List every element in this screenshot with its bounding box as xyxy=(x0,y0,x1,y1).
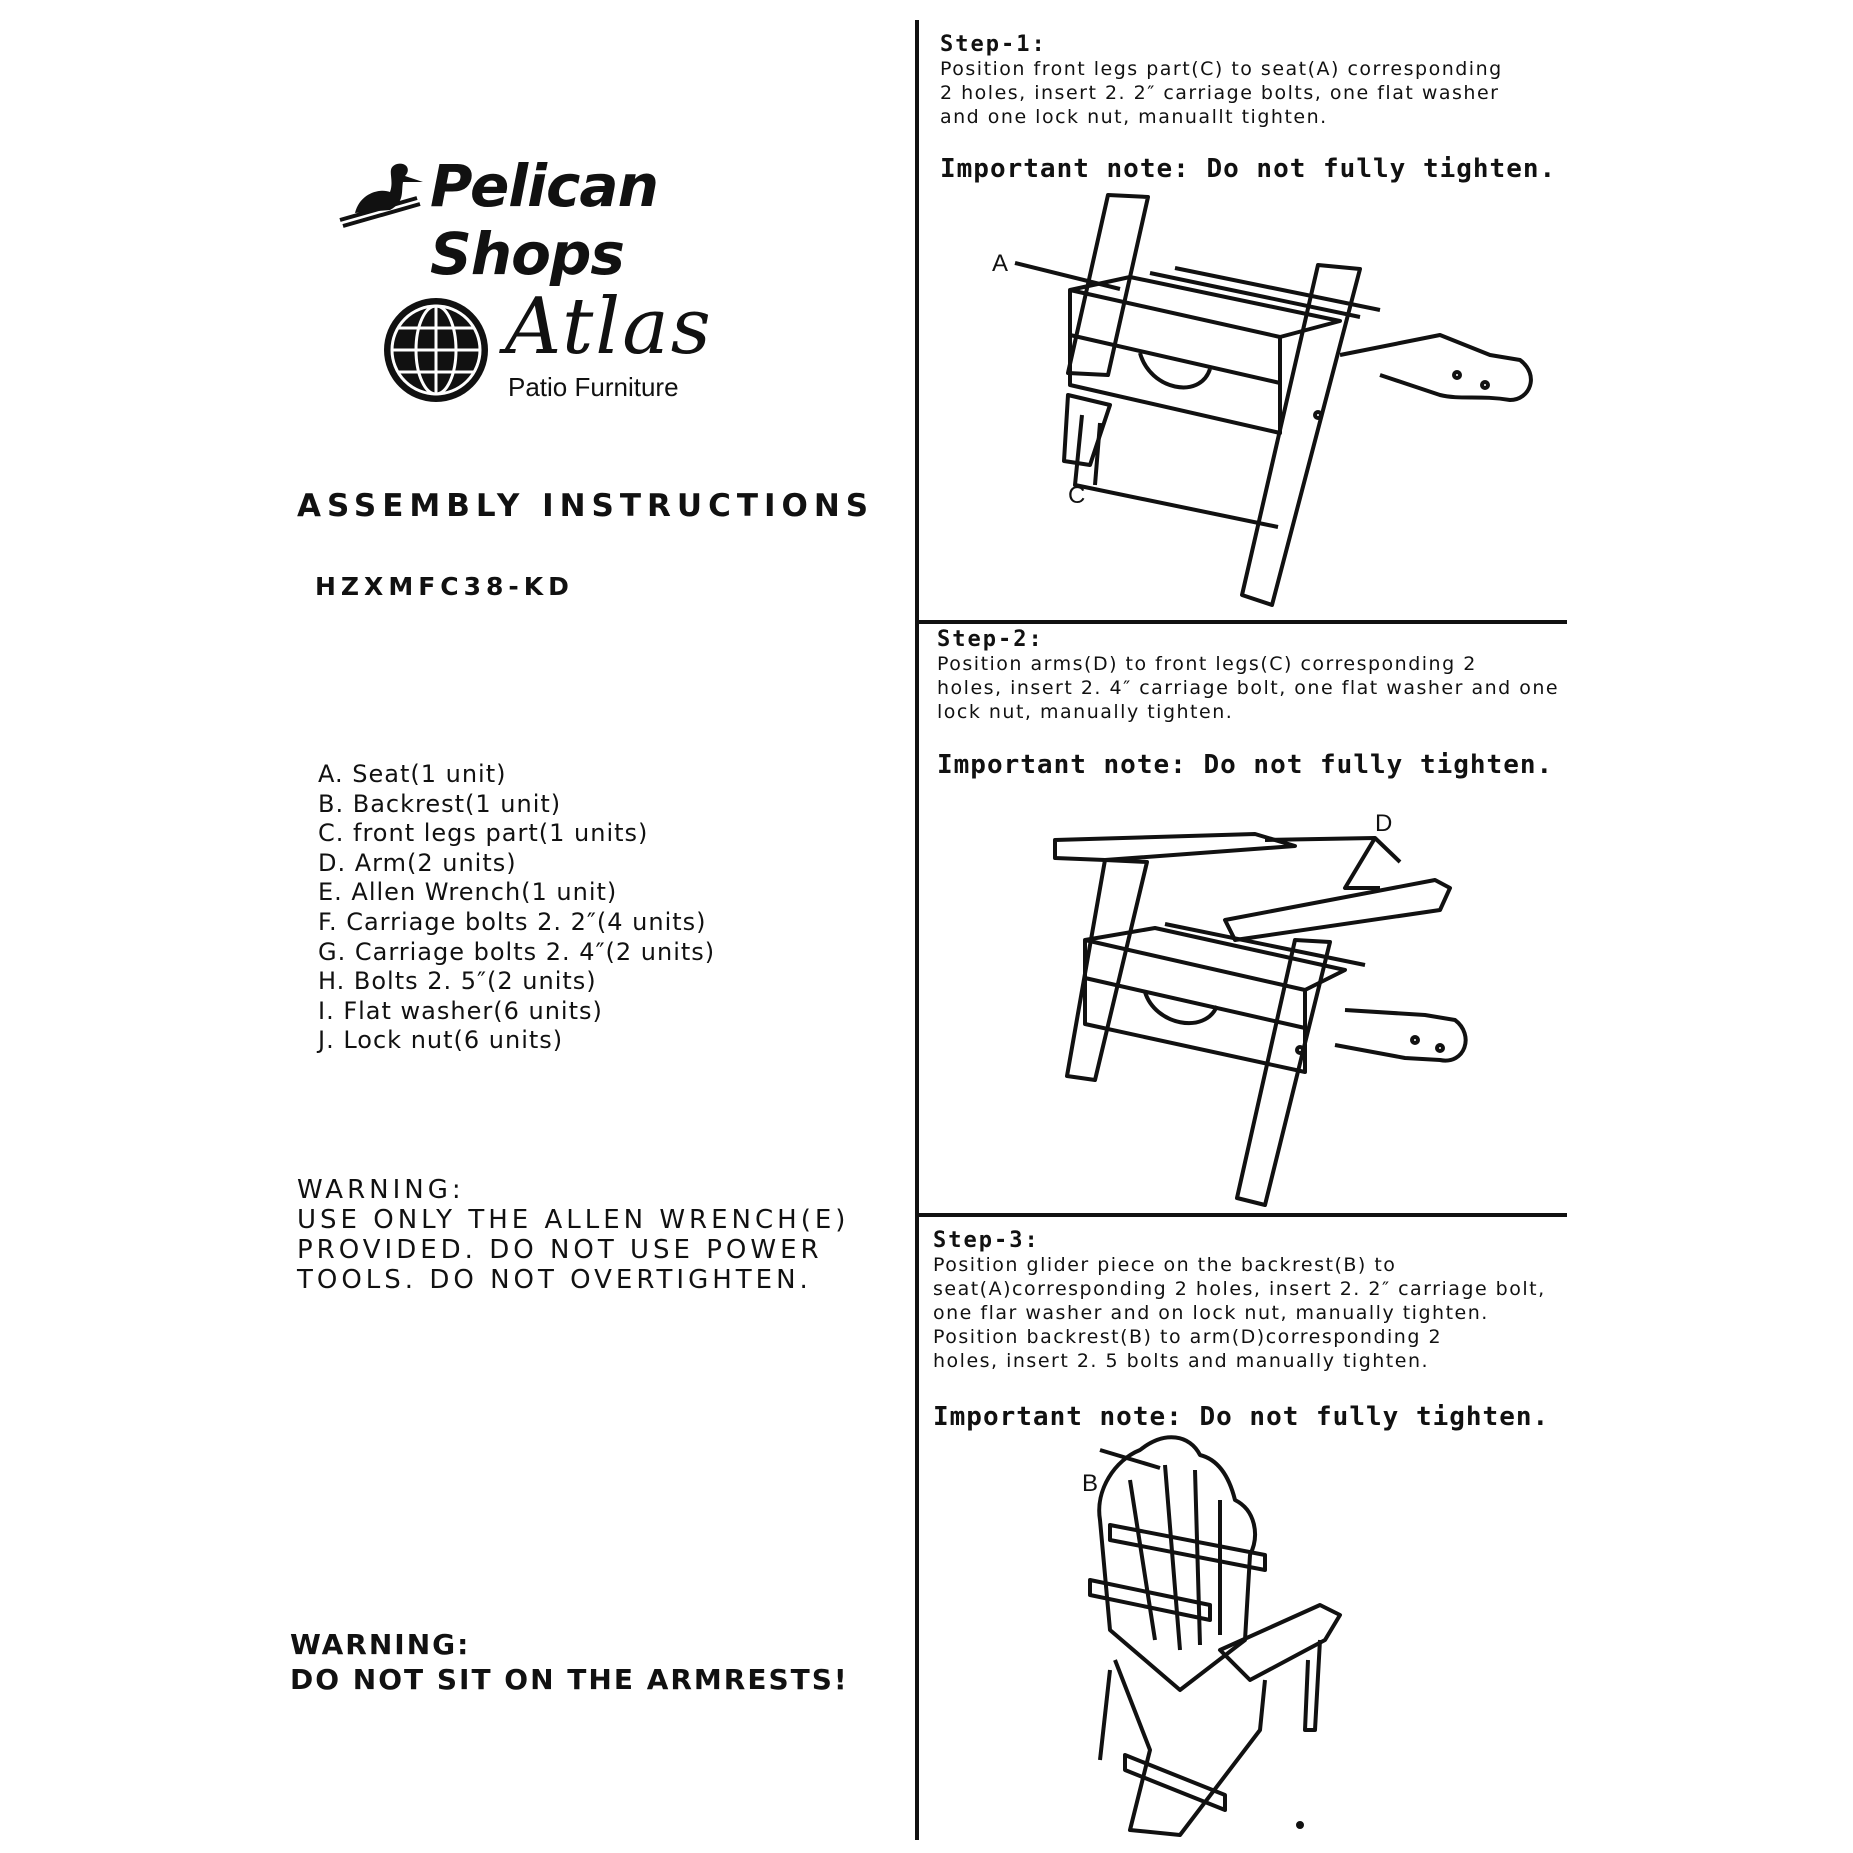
step-3-text xyxy=(933,1228,1573,1373)
pelican-shops-logo xyxy=(335,150,855,288)
pelican-icon xyxy=(335,158,425,233)
brand-name: Pelican Shops xyxy=(430,152,658,288)
armrest-warning xyxy=(290,1627,849,1697)
important-note: Important note: Do not fully tighten. xyxy=(940,154,1557,184)
step-instructions: Position front legs part(C) to seat(A) corresponding 2 holes, insert 2. 2″ carriage bolts, one flat washer and one lock nut, manuallt tighten. xyxy=(940,58,1503,128)
tool-warning xyxy=(297,1175,849,1295)
warning-heading: WARNING: xyxy=(290,1628,471,1661)
warning-line: USE ONLY THE ALLEN WRENCH(E) xyxy=(297,1205,850,1235)
parts-list-item: C. front legs part(1 units) xyxy=(318,819,649,848)
step-instructions: Position arms(D) to front legs(C) corresponding 2 holes, insert 2. 4″ carriage bolt, one flat washer and one lock nut, manually tighten. xyxy=(937,653,1560,723)
step-label: Step-1: xyxy=(940,32,1047,57)
parts-list-item: D. Arm(2 units) xyxy=(318,848,517,877)
warning-line: PROVIDED. DO NOT USE POWER xyxy=(297,1235,823,1265)
step-1-diagram xyxy=(1000,185,1560,610)
parts-list-item: B. Backrest(1 unit) xyxy=(318,789,562,818)
vertical-divider xyxy=(915,20,919,1840)
parts-list-item: I. Flat washer(6 units) xyxy=(318,996,603,1025)
step-2-text xyxy=(937,627,1577,724)
step-label: Step-2: xyxy=(937,627,1044,652)
document-title: ASSEMBLY INSTRUCTIONS xyxy=(297,488,875,524)
atlas-subtitle: Patio Furniture xyxy=(508,372,679,402)
figure-label-a: A xyxy=(992,250,1009,277)
step-label: Step-3: xyxy=(933,1228,1040,1253)
parts-list-item: H. Bolts 2. 5″(2 units) xyxy=(318,967,597,996)
warning-text: DO NOT SIT ON THE ARMRESTS! xyxy=(290,1663,849,1696)
parts-list-item: E. Allen Wrench(1 unit) xyxy=(318,878,618,907)
figure-label-b: B xyxy=(1082,1470,1099,1497)
warning-heading: WARNING: xyxy=(297,1175,465,1205)
globe-icon xyxy=(380,294,492,406)
parts-list-item: A. Seat(1 unit) xyxy=(318,760,507,788)
model-number: HZXMFC38-KD xyxy=(315,572,574,601)
parts-list-item: F. Carriage bolts 2. 2″(4 units) xyxy=(318,907,707,936)
figure-label-d: D xyxy=(1375,810,1393,837)
figure-label-c: C xyxy=(1068,482,1086,509)
step-divider xyxy=(917,620,1567,624)
atlas-logo xyxy=(380,282,780,420)
step-instructions: Position glider piece on the backrest(B) to seat(A)corresponding 2 holes, insert 2. 2″ carriage bolt, one flar washer and on lock nut, manually tighten. Position backrest(B) to arm(D)corresponding 2 holes, insert 2. 5 bolts and manually tighten. xyxy=(933,1254,1546,1372)
atlas-name: Atlas xyxy=(505,282,713,372)
step-2-diagram xyxy=(1045,810,1485,1210)
important-note: Important note: Do not fully tighten. xyxy=(933,1402,1550,1432)
parts-list-item: J. Lock nut(6 units) xyxy=(318,1026,564,1055)
step-1-text xyxy=(940,32,1580,129)
warning-line: TOOLS. DO NOT OVERTIGHTEN. xyxy=(297,1265,812,1295)
step-3-diagram xyxy=(1070,1430,1430,1840)
parts-list xyxy=(318,760,715,1056)
important-note: Important note: Do not fully tighten. xyxy=(937,750,1554,780)
step-divider xyxy=(917,1213,1567,1217)
parts-list-item: G. Carriage bolts 2. 4″(2 units) xyxy=(318,937,716,966)
